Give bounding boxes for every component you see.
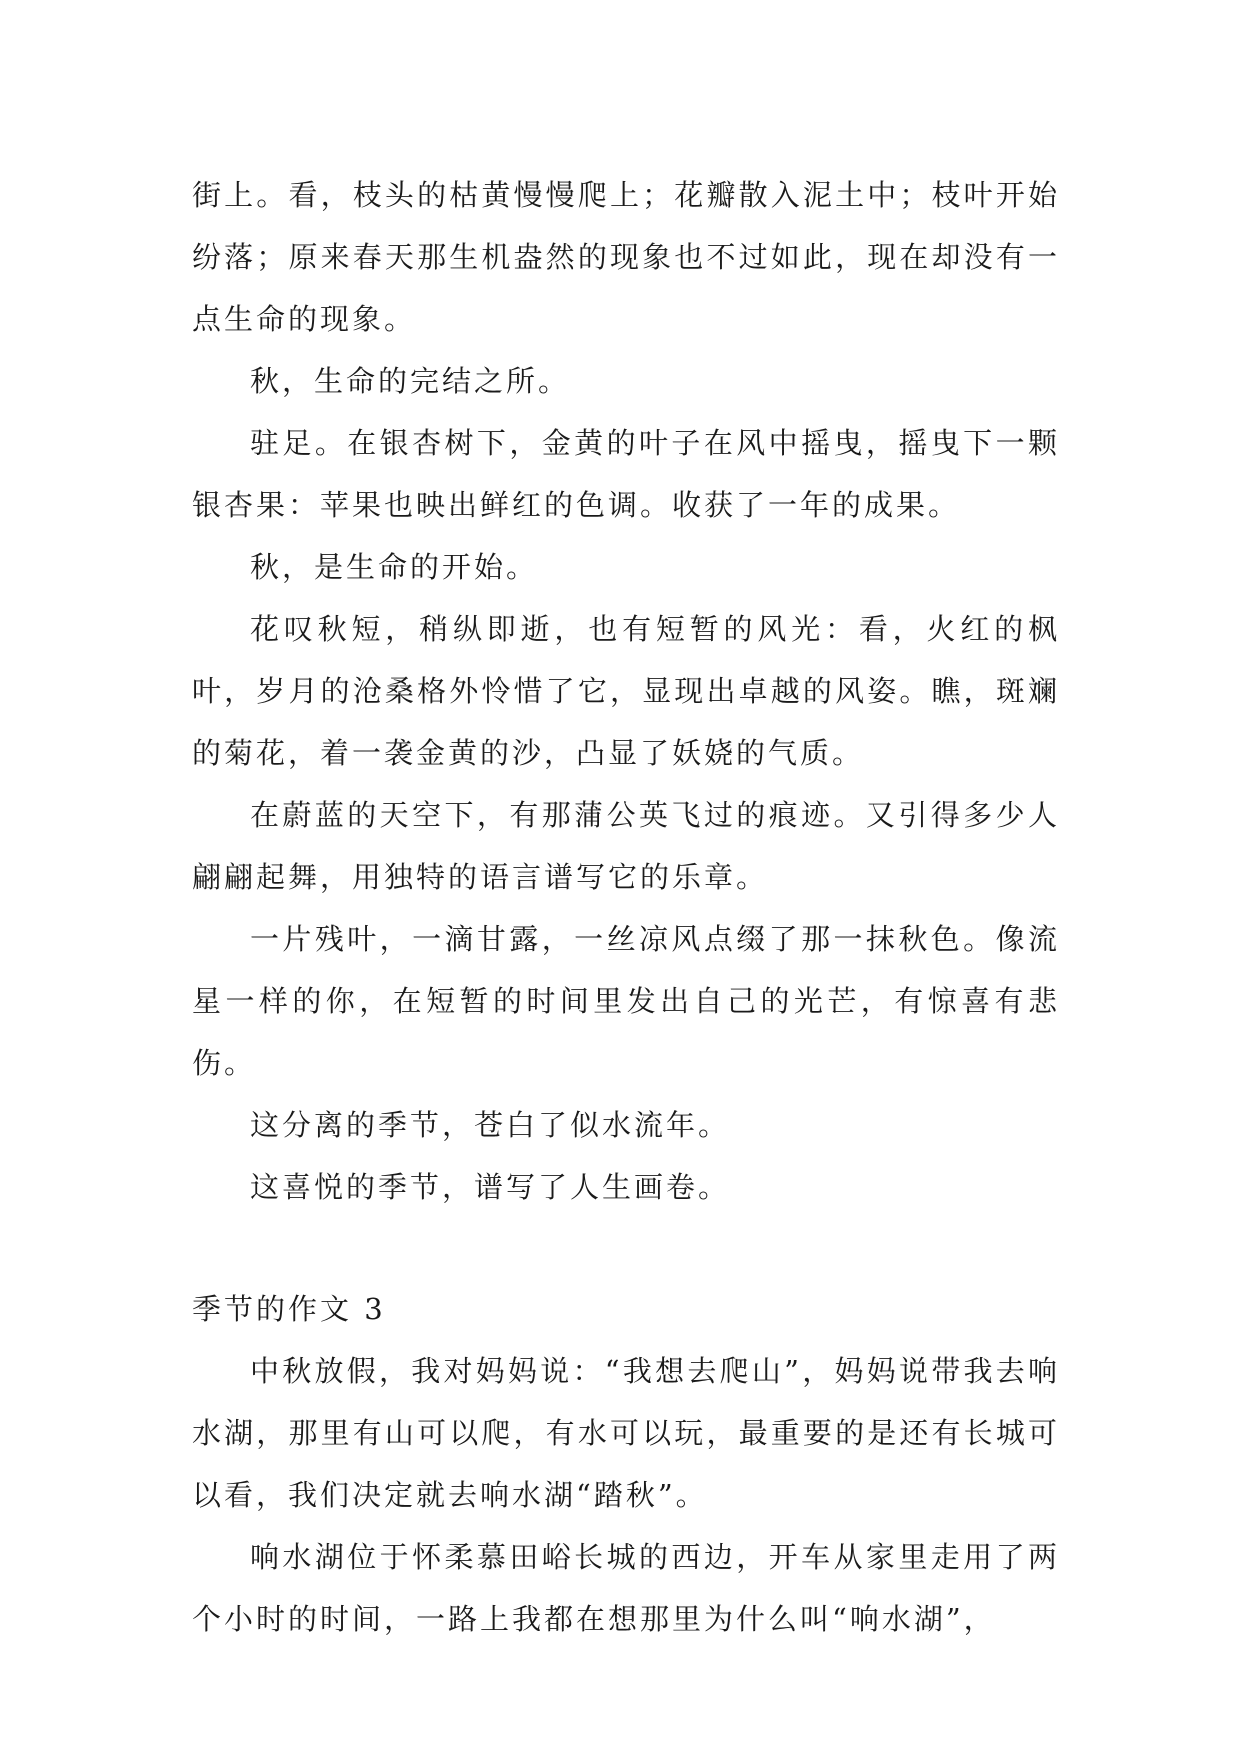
- section-heading: 季节的作文 3: [192, 1292, 386, 1326]
- paragraph: 街上。看，枝头的枯黄慢慢爬上；花瓣散入泥土中；枝叶开始纷落；原来春天那生机盎然的现象也不过如此，现在却没有一点生命的现象。: [192, 178, 1060, 336]
- paragraph: 在蔚蓝的天空下，有那蒲公英飞过的痕迹。又引得多少人翩翩起舞，用独特的语言谱写它的乐章。: [192, 798, 1060, 894]
- paragraph: 这分离的季节，苍白了似水流年。: [250, 1108, 731, 1142]
- paragraph: 秋，生命的完结之所。: [250, 364, 571, 398]
- paragraph: 驻足。在银杏树下，金黄的叶子在风中摇曳，摇曳下一颗银杏果：苹果也映出鲜红的色调。收获了一年的成果。: [192, 426, 1060, 522]
- paragraph: 秋，是生命的开始。: [250, 550, 539, 584]
- paragraph: 响水湖位于怀柔慕田峪长城的西边，开车从家里走用了两个小时的时间，一路上我都在想那里为什么叫“响水湖”，: [192, 1540, 1060, 1636]
- paragraph: 花叹秋短，稍纵即逝，也有短暂的风光：看，火红的枫叶，岁月的沧桑格外怜惜了它，显现出卓越的风姿。瞧，斑斓的菊花，着一袭金黄的沙，凸显了妖娆的气质。: [192, 612, 1060, 770]
- paragraph: 中秋放假，我对妈妈说：“我想去爬山”，妈妈说带我去响水湖，那里有山可以爬，有水可以玩，最重要的是还有长城可以看，我们决定就去响水湖“踏秋”。: [192, 1354, 1060, 1512]
- paragraph: 一片残叶，一滴甘露，一丝凉风点缀了那一抹秋色。像流星一样的你，在短暂的时间里发出自己的光芒，有惊喜有悲伤。: [192, 922, 1060, 1080]
- document-body: [192, 164, 1060, 1650]
- paragraph: 这喜悦的季节，谱写了人生画卷。: [250, 1170, 731, 1204]
